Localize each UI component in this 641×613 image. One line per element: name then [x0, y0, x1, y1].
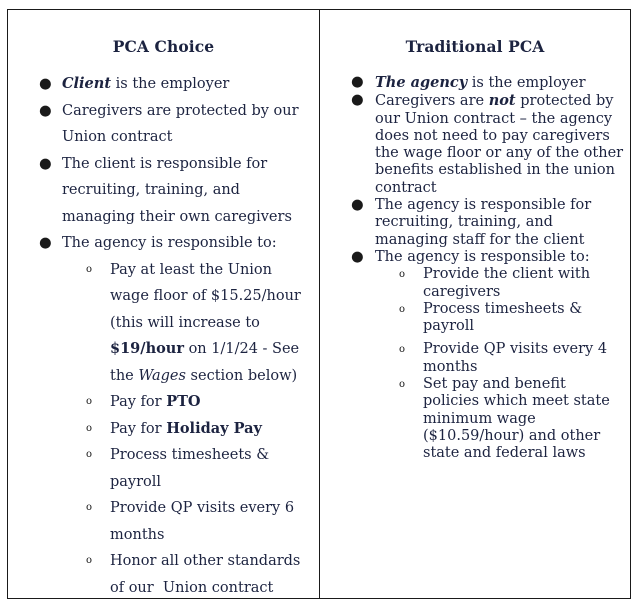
sub-list-item: o Pay at least the Union wage floor of $15.25/hour (this will increase to $19/hour on 1/1/24 - See the Wages section below) — [62, 257, 313, 390]
sub-list-item: o Honor all other standards of our Union contract — [62, 548, 313, 601]
bullet-icon: ● — [351, 248, 364, 265]
comparison-table — [7, 9, 631, 599]
sub-list-item: o Pay for Holiday Pay — [62, 416, 313, 443]
bullet-icon: ● — [351, 74, 364, 90]
sub-bullet-list — [375, 266, 624, 462]
sub-list-item: o Process timesheets & payroll — [399, 300, 583, 335]
list-item: ● The client is responsible for recruiting, training, and managing their own caregivers — [8, 151, 319, 231]
list-item: ● Caregivers are not protected by our Union contract – the agency does not need to pay caregivers the wage floor or any of the other benefits established in the union contract — [351, 92, 624, 196]
column-heading: PCA Choice — [112, 37, 215, 56]
bullet-list — [8, 71, 319, 601]
list-item: ● Caregivers are protected by our Union contract — [8, 98, 319, 151]
list-item: ● The agency is responsible to: o Provide the client with caregivers o Process timesheets & payroll o Provide QP visits every 4 months o Set pay and benefit policies which meet state minimum wage ($10.59/hour) and other state and federal laws — [320, 249, 630, 463]
bullet-icon: ● — [39, 235, 52, 251]
sub-list-item: o Pay for PTO — [62, 389, 313, 416]
sub-list-item: o Process timesheets & payroll — [62, 442, 313, 495]
circle-bullet-icon: o — [399, 344, 406, 356]
sub-bullet-list — [62, 257, 313, 602]
circle-bullet-icon: o — [86, 396, 93, 407]
circle-bullet-icon: o — [86, 422, 93, 434]
sub-list-item: o Provide QP visits every 6 months — [62, 495, 313, 548]
circle-bullet-icon: o — [86, 449, 93, 460]
sub-list-item: o Provide QP visits every 4 months — [399, 341, 608, 375]
bullet-icon: ● — [39, 76, 52, 92]
circle-bullet-icon: o — [399, 269, 406, 281]
list-item: ● The agency is responsible to: o Pay at least the Union wage floor of $15.25/hour (this will increase to $19/hour on 1/1/24 - See the Wages section below) o Pay for PTO o Pay for Holiday Pay o Process timesheets & payroll o Provide QP visits every 6 months o Honor all other standards of our Union contract — [8, 230, 319, 601]
list-item: ● Client is the employer — [8, 71, 319, 98]
sub-list-item: o Provide the client with caregivers — [399, 266, 591, 300]
traditional-pca-column — [320, 10, 630, 598]
list-item: ● The agency is responsible for recruiting, training, and managing staff for the client — [351, 197, 592, 248]
column-heading: Traditional PCA — [405, 37, 545, 56]
circle-bullet-icon: o — [399, 379, 406, 391]
sub-list-item: o Set pay and benefit policies which meet state minimum wage ($10.59/hour) and other state and federal laws — [399, 376, 610, 462]
pca-choice-column — [8, 10, 320, 598]
bullet-list — [320, 74, 630, 463]
circle-bullet-icon: o — [86, 555, 93, 566]
circle-bullet-icon: o — [86, 502, 93, 513]
bullet-icon: ● — [39, 155, 52, 172]
bullet-icon: ● — [39, 102, 52, 119]
bullet-icon: ● — [351, 92, 364, 109]
circle-bullet-icon: o — [86, 263, 93, 275]
list-item: ● The agency is the employer — [351, 74, 586, 91]
circle-bullet-icon: o — [399, 303, 406, 315]
bullet-icon: ● — [351, 197, 364, 214]
